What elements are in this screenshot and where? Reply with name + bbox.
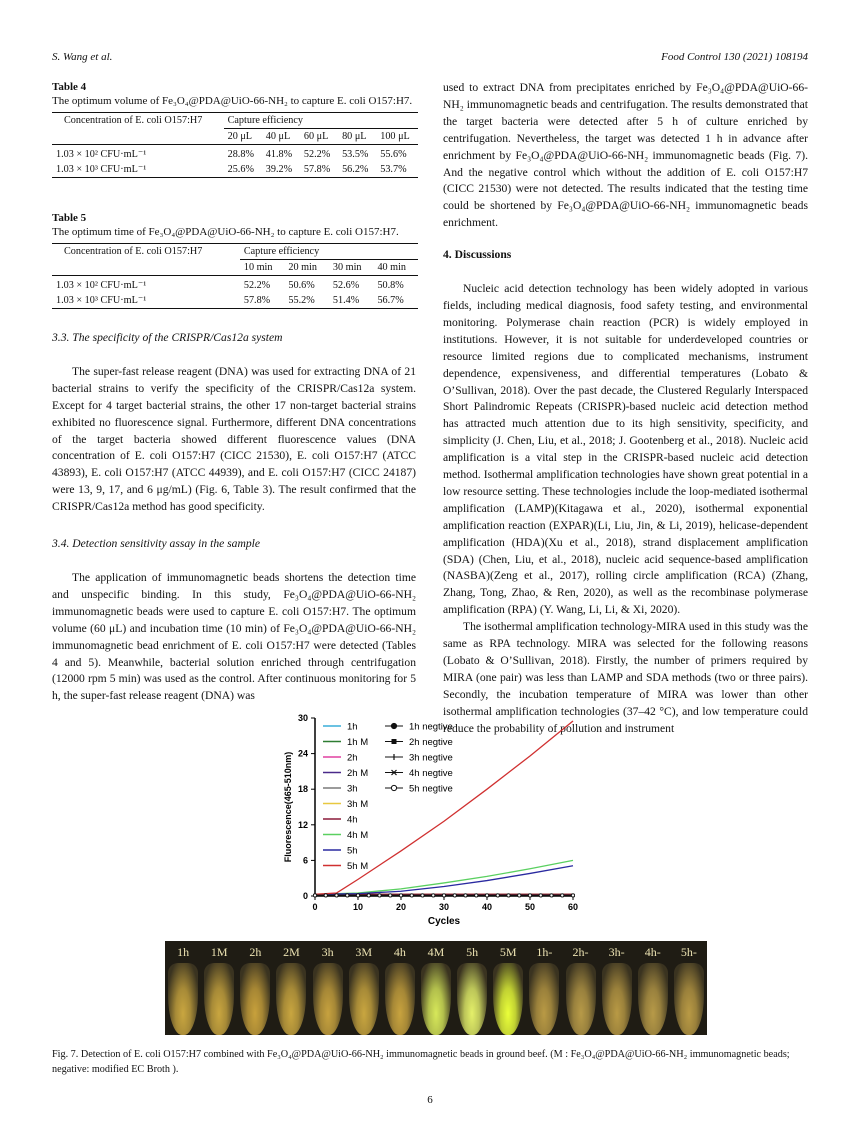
series-point <box>335 894 338 897</box>
series-point <box>485 894 488 897</box>
table-4-col: 80 μL <box>338 129 376 145</box>
table-4-col: 100 μL <box>376 129 418 145</box>
paragraph-3-3: The super-fast release reagent (DNA) was used for extracting DNA of 21 bacterial strains to verify the specificity of the CRISPR/Cas12a system. Except for 4 target bacterial strains, the other 17 non-target bacterial strains exhibited no fluorescence signal. Furthermore, different DNA concentrations of the target bacteria showed different fluorescence values (DNA concentration of E. coli O157:H7 (CICC 21530), E. coli O157:H7 (ATCC 43893), E. coli O157:H7 (ATCC 44939), and E. coli O157:H7 (CICC 24187) were 13, 9, 17, and 6 μg/mL) (Fig. 6, Table 3). The result confirmed that the CRISPR/Cas12a method has good specificity. <box>52 364 416 514</box>
table-row <box>52 162 418 178</box>
series-point <box>561 894 564 897</box>
y-tick-label: 0 <box>302 891 308 901</box>
tube-photo <box>165 941 707 1035</box>
series-point <box>475 894 478 897</box>
x-tick-label: 50 <box>524 902 536 912</box>
series-point <box>346 894 349 897</box>
tube-label: 4M <box>427 945 445 959</box>
table-5-group-head: Capture efficiency <box>240 244 418 260</box>
table-4-group-head: Capture efficiency <box>224 113 418 129</box>
table-row-label: 1.03 × 10² CFU·mL⁻¹ <box>56 280 147 291</box>
table-row-label: 1.03 × 10² CFU·mL⁻¹ <box>56 149 147 160</box>
table-row <box>52 276 418 294</box>
paragraph-continued: used to extract DNA from precipitates enriched by Fe₃O₄@PDA@UiO-66-NH₂ immunomagnetic beads and centrifugation. The results demonstrated that the target bacteria were detected after 5 h of culture enriched by centrifugation. Nevertheless, the target was detected 1 h in advance after enrichment by Fe₃O₄@PDA@UiO-66-NH₂ immunomagnetic beads (Fig. 7). And the negative control which without the addition of E. coli O157:H7 (CICC 21530) were not detected. The results indicated that the testing time could be shortened by Fe₃O₄@PDA@UiO-66-NH₂ immunomagnetic beads enrichment. <box>443 81 808 230</box>
table-cell: 25.6% <box>224 162 262 178</box>
sample-tube <box>457 963 487 1035</box>
sample-tube <box>168 963 198 1035</box>
table-cell: 56.2% <box>338 162 376 178</box>
table-row-label: 1.03 × 10³ CFU·mL⁻¹ <box>52 293 240 309</box>
series-point <box>518 894 521 897</box>
table-cell: 50.6% <box>288 280 315 291</box>
x-tick-label: 0 <box>312 902 318 912</box>
table-cell: 57.8% <box>300 162 338 178</box>
x-tick-label: 40 <box>481 902 493 912</box>
table-row-label: 1.03 × 10³ CFU·mL⁻¹ <box>52 162 224 178</box>
legend-label: 5h M <box>347 861 369 872</box>
series-point <box>453 894 456 897</box>
table-4-caption: The optimum volume of Fe₃O₄@PDA@UiO-66-NH₂ to capture E. coli O157:H7. <box>52 95 413 107</box>
table-4-col-head: Concentration of E. coli O157:H7 <box>52 113 224 129</box>
legend-label: 4h M <box>347 830 369 841</box>
y-tick-label: 12 <box>297 819 308 830</box>
sample-tube <box>313 963 343 1035</box>
table-cell: 52.2% <box>303 149 331 160</box>
table-row <box>52 293 418 309</box>
legend-label: 3h M <box>347 799 369 810</box>
table-cell: 28.8% <box>227 149 254 160</box>
x-axis-label: Cycles <box>427 916 461 927</box>
series-point <box>356 894 359 897</box>
sample-tube <box>566 963 596 1035</box>
tube-label: 3h- <box>608 945 625 959</box>
table-5-title: Table 5 <box>52 212 87 224</box>
table-5-grid <box>52 243 418 309</box>
fluorescence-chart <box>283 706 593 941</box>
y-tick-label: 30 <box>297 713 308 723</box>
legend-marker <box>392 739 397 744</box>
tube-label: 4h- <box>644 945 661 959</box>
legend-label: 1h <box>347 721 358 733</box>
series-point <box>410 894 413 897</box>
series-point <box>496 894 499 897</box>
table-4-title: Table 4 <box>52 81 87 93</box>
table-4-col: 20 μL <box>224 129 262 145</box>
section-heading-3-3: 3.3. The specificity of the CRISPR/Cas12a system <box>52 331 283 344</box>
table-cell: 55.2% <box>284 293 329 309</box>
series-point <box>507 894 510 897</box>
running-head-authors: S. Wang et al. <box>52 51 113 63</box>
tube-label: 5h <box>466 945 479 959</box>
sample-tube <box>240 963 270 1035</box>
paragraph-3-4: The application of immunomagnetic beads shortens the detection time and unspecific binding. In this study, Fe₃O₄@PDA@UiO-66-NH₂ immunomagnetic beads were used to capture E. coli O157:H7. The optimum volume (60 μL) and incubation time (10 min) of Fe₃O₄@PDA@UiO-66-NH₂ immunomagnetic bead enrichment of E. coli O157:H7 were detected (Tables 4 and 5). Meanwhile, bacterial solution enriched through centrifugation (12000 rpm 5 min) was used as the control. After continuous monitoring for 5 h, the super-fast release reagent (DNA) was <box>52 570 416 703</box>
tube-label: 4h <box>393 945 406 959</box>
table-cell: 41.8% <box>265 149 293 160</box>
y-tick-label: 18 <box>297 784 308 795</box>
sample-tube <box>385 963 415 1035</box>
table-cell: 39.2% <box>262 162 300 178</box>
series-point <box>464 894 467 897</box>
right-column <box>443 80 808 738</box>
series-point <box>550 894 553 897</box>
sample-tube <box>602 963 632 1035</box>
legend-label: 2h M <box>347 768 369 779</box>
table-5-col: 40 min <box>373 260 418 276</box>
table-cell: 52.2% <box>243 280 271 291</box>
y-tick-label: 6 <box>302 855 308 866</box>
series-point <box>432 894 435 897</box>
legend-label: 2h <box>347 752 358 764</box>
legend-label: 3h negtive <box>409 752 453 764</box>
chart-svg <box>283 706 593 941</box>
legend-marker <box>391 785 396 790</box>
legend-label: 4h <box>347 814 358 826</box>
paragraph-4a: Nucleic acid detection technology has been widely adopted in various fields, including medical diagnosis, food safety testing, and environmental monitoring. Polymerase chain reaction (PCR) is widely employed in institutions. However, it is not suitable for underdeveloped countries or resource limited regions due to complicated mechanisms, instrument dependence, expensiveness, and differential temperatures (Lobato & O’Sullivan, 2018). Over the past decade, the Clustered Regularly Interspaced Short Palindromic Repeats (CRISPR)-based nucleic acid detection method has attracted much attention due to its high sensitivity, specificity, and simplicity (J. Chen, Liu, et al., 2018; J. Gootenberg et al., 2018). Nucleic acid amplification is a vital step in the CRISPR-based nucleic acid detection method. Isothermal amplification technologies have shown great potential in a low resource setting. These technologies include the loop-mediated isothermal amplification (LAMP)(Kitagawa et al., 2020), isothermal exponential amplification reaction (EXPAR)(Li, Liu, Jin, & Li, 2019), helicase-dependent amplification (HDA)(Xu et al., 2018), strand displacement amplification (SDA) (Chen, Liu, et al., 2018), nucleic acid sequence-based amplification (NASBA)(Zeng et al., 2017), rolling circle amplification (RCA) (Zhang, Zhang, Tong, Zhao, & Ren, 2020), as well as the recombinase polymerase amplification (RPA) (Y. Wang, Li, Li, & Xi, 2020). <box>443 282 808 617</box>
table-5 <box>52 211 418 309</box>
paragraph-4b: The isothermal amplification technology-MIRA used in this study was the same as RPA technology. MIRA was selected for the following reasons (Lobato & O’Sullivan, 2018). Firstly, the number of primers required by MIRA (one pair) was less than LAMP and SDA methods (two or three pairs). Secondly, the incubation temperature of MIRA was lower than other isothermal amplification technologies (37–42 °C), and low temperature could reduce the probability of pollution and instrument <box>443 620 808 735</box>
table-cell: 51.4% <box>329 293 374 309</box>
tube-label: 3h <box>321 945 334 959</box>
x-tick-label: 10 <box>352 902 364 912</box>
table-4-col: 40 μL <box>262 129 300 145</box>
series-point <box>324 894 327 897</box>
series-point <box>313 894 316 897</box>
series-point <box>367 894 370 897</box>
table-4-col: 60 μL <box>300 129 338 145</box>
series-point <box>442 894 445 897</box>
table-cell: 55.6% <box>380 149 407 160</box>
table-5-col: 30 min <box>329 260 374 276</box>
x-tick-label: 20 <box>395 902 407 912</box>
tube-label: 2M <box>283 945 300 959</box>
running-head-journal: Food Control 130 (2021) 108194 <box>661 51 808 63</box>
sample-tube <box>204 963 234 1035</box>
figure-7-caption: Fig. 7. Detection of E. coli O157:H7 combined with Fe₃O₄@PDA@UiO-66-NH₂ immunomagnetic beads in ground beef. (M : Fe₃O₄@PDA@UiO-66-NH₂ immunomagnetic beads; negative: modified EC Broth ). <box>52 1049 790 1075</box>
y-tick-label: 24 <box>297 748 308 759</box>
legend-label: 1h M <box>347 737 369 748</box>
tube-label: 2h <box>249 945 262 959</box>
series-point <box>421 894 424 897</box>
table-cell: 53.5% <box>342 149 369 160</box>
legend-marker <box>391 723 396 728</box>
series-point <box>528 894 531 897</box>
legend-label: 5h negtive <box>409 783 453 795</box>
tube-label: 1h <box>177 945 190 959</box>
table-cell: 53.7% <box>376 162 418 178</box>
table-cell: 57.8% <box>240 293 285 309</box>
table-5-caption: The optimum time of Fe₃O₄@PDA@UiO-66-NH₂ to capture E. coli O157:H7. <box>52 226 399 238</box>
sample-tube <box>638 963 668 1035</box>
table-4-grid <box>52 112 418 178</box>
legend-label: 3h <box>347 783 358 795</box>
series-point <box>539 894 542 897</box>
x-tick-label: 60 <box>567 902 579 912</box>
table-cell: 50.8% <box>377 280 404 291</box>
sample-tube <box>674 963 704 1035</box>
series-point <box>571 894 574 897</box>
legend-label: 4h negtive <box>409 768 453 779</box>
left-column <box>52 330 416 705</box>
legend-label: 2h negtive <box>409 737 453 748</box>
table-4 <box>52 80 418 178</box>
tube-label: 2h- <box>572 945 589 959</box>
section-heading-3-4: 3.4. Detection sensitivity assay in the sample <box>52 537 261 551</box>
section-heading-4: 4. Discussions <box>443 248 512 262</box>
page-number: 6 <box>427 1094 433 1106</box>
legend-label: 1h negtive <box>409 721 453 733</box>
sample-tube <box>349 963 379 1035</box>
table-5-col: 20 min <box>284 260 329 276</box>
table-5-col: 10 min <box>240 260 285 276</box>
x-tick-label: 30 <box>438 902 450 912</box>
sample-tube <box>276 963 306 1035</box>
series-point <box>399 894 402 897</box>
tube-label: 1M <box>210 945 228 959</box>
series-point <box>378 894 381 897</box>
y-axis-label: Fluorescence(465-510nm) <box>283 751 293 863</box>
sample-tube <box>529 963 559 1035</box>
table-row <box>52 145 418 163</box>
sample-tube <box>493 963 523 1035</box>
sample-tube <box>421 963 451 1035</box>
legend-label: 5h <box>347 845 358 857</box>
table-cell: 56.7% <box>373 293 418 309</box>
tube-label: 5h- <box>680 945 697 959</box>
tube-label: 1h- <box>536 945 553 959</box>
table-5-col-head: Concentration of E. coli O157:H7 <box>52 244 240 260</box>
tube-label: 5M <box>499 945 517 959</box>
series-point <box>389 894 392 897</box>
tube-label: 3M <box>355 945 373 959</box>
table-cell: 52.6% <box>332 280 360 291</box>
